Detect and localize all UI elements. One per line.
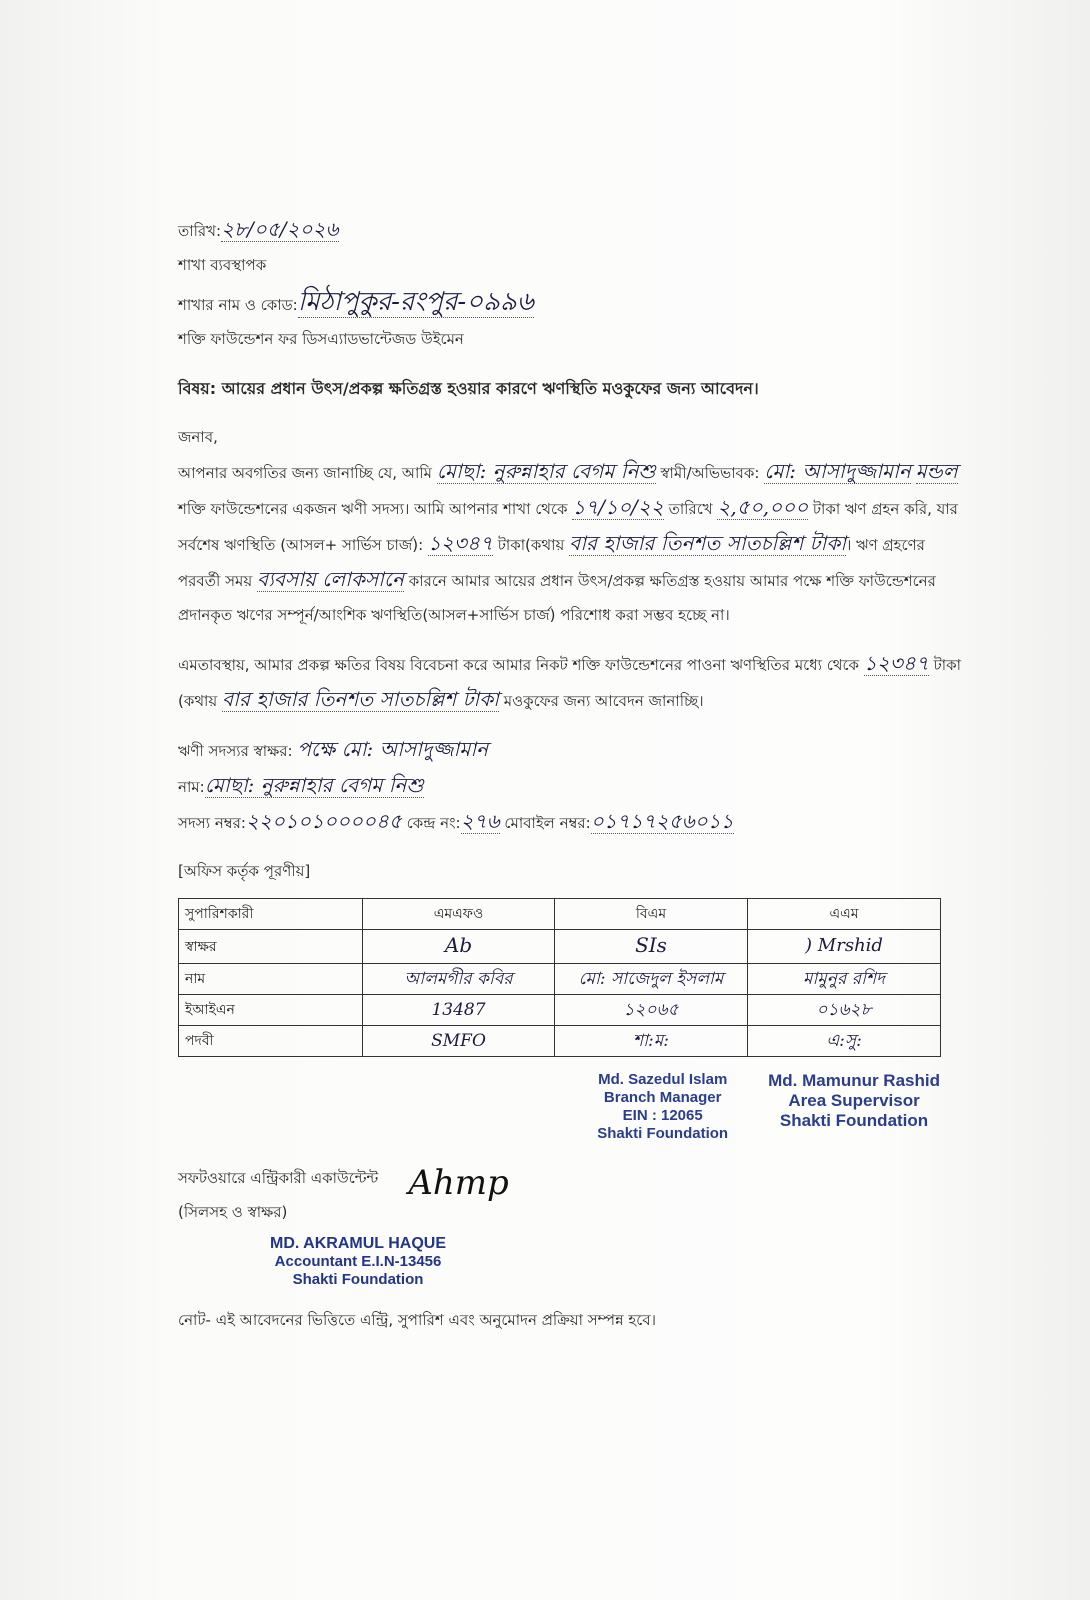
member-signature-line bbox=[178, 732, 970, 768]
row-label: স্বাক্ষর bbox=[179, 930, 363, 964]
table-row bbox=[179, 995, 941, 1026]
text: মধ্যে থেকে bbox=[794, 656, 860, 674]
name-label: নাম: bbox=[178, 778, 205, 796]
text: আপনার অবগতির জন্য জানাচ্ছি যে, আমি bbox=[178, 464, 432, 482]
stamp-line: Accountant E.I.N-13456 bbox=[274, 1253, 442, 1270]
branch-line bbox=[178, 282, 970, 322]
stamp-line: EIN : 12065 bbox=[622, 1107, 703, 1124]
table-header-row bbox=[179, 899, 941, 930]
date-value: ২৮/০৫/২০২৬ bbox=[221, 217, 339, 241]
member-name-value: মোছা: নুরুন্নাহার বেগম নিশু bbox=[204, 773, 424, 797]
table-row bbox=[179, 964, 941, 995]
table-row bbox=[179, 930, 941, 964]
area-supervisor-stamp bbox=[768, 1071, 940, 1143]
stamp-line: Md. Sazedul Islam bbox=[598, 1071, 728, 1088]
signature-cell: SIs bbox=[555, 930, 748, 964]
date-line bbox=[178, 212, 970, 248]
loan-amount: ২,৫০,০০০ bbox=[717, 495, 809, 519]
cell: শা:ম: bbox=[555, 1026, 748, 1057]
branch-manager-stamp bbox=[597, 1071, 728, 1143]
stamp-line: Shakti Foundation bbox=[292, 1271, 424, 1288]
subject: বিষয়: আয়ের প্রধান উৎস/প্রকল্প ক্ষতিগ্রস্ত হওয়ার কারণে ঋণস্থিতি মওকুফের জন্য আবেদন। bbox=[178, 379, 759, 398]
reason: ব্যবসায় লোকসানে bbox=[256, 567, 404, 591]
accountant-seal-label: (সিলসহ ও স্বাক্ষর) bbox=[178, 1203, 288, 1221]
cell: এ:সু: bbox=[748, 1026, 941, 1057]
header-cell: বিএম bbox=[555, 899, 748, 930]
waive-words: বার হাজার তিনশত সাতচল্লিশ টাকা bbox=[222, 687, 499, 711]
cell: মামুনুর রশিদ bbox=[748, 964, 941, 995]
salutation: জনাব, bbox=[178, 428, 218, 446]
text: আবেদন জানাচ্ছি। bbox=[595, 692, 704, 710]
stamp-row bbox=[178, 1071, 940, 1143]
text: । ঋণ গ্রহণের পরবর্তী সময় bbox=[178, 536, 925, 590]
text: মওকুফের জন্য bbox=[503, 692, 591, 710]
signature-cell: Ab bbox=[363, 930, 555, 964]
cell: আলমগীর কবির bbox=[363, 964, 555, 995]
stamp-line: Area Supervisor bbox=[788, 1091, 920, 1110]
balance-words: বার হাজার তিনশত সাতচল্লিশ টাকা bbox=[569, 531, 847, 555]
row-label: পদবী bbox=[179, 1026, 363, 1057]
cell: ০১৬২৮ bbox=[748, 995, 941, 1026]
office-note: [অফিস কর্তৃক পূরণীয়] bbox=[178, 862, 311, 880]
accountant-stamp bbox=[270, 1235, 446, 1289]
member-number-line bbox=[178, 804, 970, 840]
loan-date: ১৭/১০/২২ bbox=[572, 495, 664, 519]
surname-value: মন্ডল bbox=[915, 459, 958, 483]
guardian-value: মো: আসাদুজ্জামান bbox=[764, 459, 911, 483]
text: কারনে আমার আয়ের প্রধান উৎস/প্রকল্প ক্ষতিগ্রস্ত হওয়ায় আমার পক্ষে bbox=[408, 572, 822, 590]
signature-cell: ) Mrshid bbox=[748, 930, 941, 964]
member-signature: পক্ষে মো: আসাদুজ্জামান bbox=[297, 737, 489, 761]
guardian-label: স্বামী/অভিভাবক: bbox=[660, 464, 760, 482]
recipient: শাখা ব্যবস্থাপক bbox=[178, 256, 267, 274]
branch-value: মিঠাপুকুর-রংপুর-০৯৯৬ bbox=[297, 287, 534, 317]
body-paragraph-2 bbox=[178, 646, 970, 718]
header-cell: সুপারিশকারী bbox=[179, 899, 363, 930]
text: টাকা (কথায় bbox=[178, 656, 961, 710]
row-label: ইআইএন bbox=[179, 995, 363, 1026]
center-label: কেন্দ্র নং: bbox=[406, 814, 461, 832]
header-cell: এএম bbox=[748, 899, 941, 930]
balance-amount: ১২৩৪৭ bbox=[427, 531, 493, 555]
cell: 13487 bbox=[363, 995, 555, 1026]
accountant-labels bbox=[178, 1161, 378, 1229]
cell: ১২০৬৫ bbox=[555, 995, 748, 1026]
text: এমতাবস্থায়, আমার প্রকল্প ক্ষতির বিষয় বিবেচনা করে আমার নিকট শক্তি ফাউন্ডেশনের পাওনা ঋণস্থিতির bbox=[178, 656, 791, 674]
member-no-value: ২২০১০১০০০০৪৫ bbox=[245, 809, 402, 833]
member-no-label: সদস্য নম্বর: bbox=[178, 814, 246, 832]
stamp-line: Shakti Foundation bbox=[597, 1125, 729, 1142]
member-name: মোছা: নুরুন্নাহার বেগম নিশু bbox=[436, 459, 656, 483]
date-label: তারিখ: bbox=[178, 222, 222, 240]
text: তারিখে bbox=[668, 500, 713, 518]
stamp-line: Branch Manager bbox=[603, 1089, 722, 1106]
text: টাকা ঋণ গ্রহন করি, যার সর্বশেষ ঋণস্থিতি (আসল+ সার্ভিস চার্জ): bbox=[178, 500, 958, 554]
footer-note: নোট- এই আবেদনের ভিত্তিতে এন্ট্রি, সুপারিশ এবং অনুমোদন প্রক্রিয়া সম্পন্ন হবে। bbox=[178, 1311, 656, 1329]
header-cell: এমএফও bbox=[363, 899, 555, 930]
mobile-value: ০১৭১৭২৫৬০১১ bbox=[590, 809, 734, 833]
text: শক্তি ফাউন্ডেশনের প্রদানকৃত ঋণের সম্পূর্ন/আংশিক ঋণস্থিতি(আসল+সার্ভিস চার্জ) পরিশোধ করা সম্ভব bbox=[178, 572, 936, 624]
table-row bbox=[179, 1026, 941, 1057]
mobile-label: মোবাইল নম্বর: bbox=[504, 814, 591, 832]
org-line: শক্তি ফাউন্ডেশন ফর ডিসএ্যাডভান্টেজড উইমেন bbox=[178, 330, 464, 348]
waive-amount: ১২৩৪৭ bbox=[863, 651, 929, 675]
row-label: নাম bbox=[179, 964, 363, 995]
text: টাকা(কথায় bbox=[497, 536, 565, 554]
stamp-line: Shakti Foundation bbox=[779, 1111, 929, 1130]
branch-label: শাখার নাম ও কোড: bbox=[178, 296, 298, 314]
accountant-label: সফটওয়ারে এন্ট্রিকারী একাউন্টেন্ট bbox=[178, 1169, 379, 1187]
stamp-line: Md. Mamunur Rashid bbox=[768, 1071, 940, 1090]
recommendation-table bbox=[178, 898, 941, 1057]
member-name-line bbox=[178, 768, 970, 804]
accountant-signature: Ahmp bbox=[408, 1163, 509, 1203]
text: হচ্ছে না। bbox=[678, 606, 730, 624]
stamp-line: MD. AKRAMUL HAQUE bbox=[270, 1235, 446, 1252]
cell: SMFO bbox=[363, 1026, 555, 1057]
cell: মো: সাজেদুল ইসলাম bbox=[555, 964, 748, 995]
text: শক্তি ফাউন্ডেশনের একজন ঋণী সদস্য। আমি আপনার শাখা থেকে bbox=[178, 500, 568, 518]
center-value: ২৭৬ bbox=[460, 809, 500, 833]
signature-label: ঋণী সদস্যর স্বাক্ষর: bbox=[178, 742, 293, 760]
body-paragraph-1 bbox=[178, 454, 970, 632]
accountant-block bbox=[178, 1161, 970, 1229]
